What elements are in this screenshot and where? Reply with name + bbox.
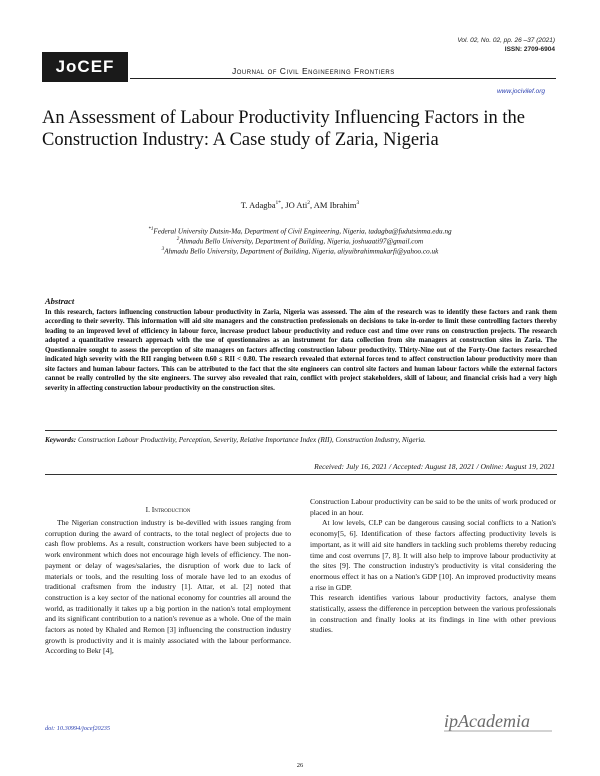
affil-3-text: Ahmadu Bello University, Department of Building, Nigeria, aliyuibrahimmakarfi@yahoo.co.uk [164, 247, 439, 256]
journal-logo [42, 52, 128, 82]
right-column [310, 497, 556, 636]
author-3-sup: 3 [356, 200, 360, 207]
keywords-label: Keywords: [45, 436, 77, 444]
right-paragraph-3: This research identifies various labour productivity factors, analyse them statistically, assess the difference in perception between the various professionals in construction and finally looks at its findings in line with other previous studies. [310, 593, 556, 635]
author-list [0, 200, 600, 210]
affil-1-text: Federal University Dutsin-Ma, Department of Civil Engineering, Nigeria, tadagba@fudutsinma.edu.ng [153, 227, 452, 236]
keywords-text: Construction Labour Productivity, Perception, Severity, Relative Importance Index (RII), Construction Industry, Nigeria. [77, 436, 426, 444]
rule-top [45, 430, 557, 431]
paper-title: An Assessment of Labour Productivity Influencing Factors in the Construction Industry: A Case study of Zaria, Nigeria [42, 108, 525, 150]
received-dates: Received: July 16, 2021 / Accepted: August 18, 2021 / Online: August 19, 2021 [314, 462, 555, 471]
issn: ISSN: 2709-6904 [504, 46, 555, 53]
affiliation-3 [0, 245, 600, 256]
abstract-heading: Abstract [45, 296, 75, 306]
left-paragraph-1: The Nigerian construction industry is be-devilled with issues ranging from corruption during the award of contracts, to the total neglect of projects due to cash flow problems. As a result, construction workers have been subjected to a work environment which does not encourage high levels of efficiency. The non-payment or delay of wages/salaries, the disruption of work due to lack of materials or tools, and the resulting loss of morale have led to an exodus of traditional craftsmen from the industry [1]. Attar, et al. [2] noted that construction is a key sector of the national economy for countries all around the world, as traditionally it takes up a big portion in the nation's total employment and its significant contribution to a nation's revenue as a whole. One of the main factors as noted by Khaled and Remon [3] influencing the construction industry growth is productivity and it is mainly associated with the labour performance. According to Bekr [4], [45, 518, 291, 656]
journal-meta [457, 36, 555, 54]
keywords [45, 436, 557, 446]
right-paragraph-2: At low levels, CLP can be dangerous causing social conflicts to a Nation's economy[5, 6]. Identification of these factors affecting productivity levels is important, as it will aid site handlers in tackling such problems thereby reducing time and cost overruns [7, 8]. It will also help to improve labour productivity at the sites [9]. The construction industry's productivity is vital considering the enormous effect it has on a Nation's GDP [10]. An improved productivity means a rise in GDP. [310, 518, 556, 592]
left-column [45, 518, 291, 657]
journal-name: Journal of Civil Engineering Frontiers [232, 66, 395, 76]
watermark-text: ipAcademia [444, 711, 530, 731]
affil-1-sup: *1 [148, 227, 154, 232]
affil-2-text: Ahmadu Bello University, Department of Building, Nigeria, joshuaati97@gmail.com [179, 237, 424, 246]
author-2-sup: 2 [307, 200, 310, 207]
affil-3-sup: 3 [161, 247, 165, 252]
author-3: , AM Ibrahim [309, 200, 357, 210]
page-number: 26 [296, 762, 304, 769]
volume-line: Vol. 02, No. 02, pp. 26 –37 (2021) [457, 37, 555, 44]
logo-text: JoCEF [55, 57, 115, 76]
ipacademia-watermark [440, 707, 560, 737]
affil-2-sup: 2 [176, 237, 180, 242]
rule-bottom [45, 474, 557, 475]
doi-link[interactable]: doi: 10.30994/jocef20235 [45, 725, 111, 732]
author-2: , JO Ati [281, 200, 308, 210]
abstract-text: In this research, factors influencing construction labour productivity in Zaria, Nigeria was assessed. The aim of the research was to identify these factors and rank them according to their severity. This information will aid site managers and the construction professionals on decisions to take in-order to limit these controlling factors thereby leading to an improved level of efficiency in labour force, increase product labour productivity and reduce cost and time over runs on construction projects. The research adopted a quantitative research approach with the use of questionnaires as an instrument for data collection from site managers at construction sites in Zaria. The Questionnaire sought to assess the perception of site managers on factors affecting construction labour productivity. Thirty-Nine out of the Forty-One factors researched indicated high severity with the RII ranging between 0.60 ≤ RII < 0.80. The research revealed that external forces tend to affect construction labour productivity more than site factors and human labour factors. This can be attributed to the fact that the site engineers can control site factors and human labour factors while the external factors cannot be really controlled by the site engineers. The survey also revealed that rain, conflict with project stakeholders, skill of labour, and financial crisis had a very high severity in affecting construction labour productivity on the construction sites. [45, 309, 557, 392]
journal-url[interactable]: www.jocivilef.org [496, 88, 545, 95]
section-heading: I. Introduction [145, 505, 191, 514]
author-1: T. Adagba [240, 200, 276, 210]
right-paragraph-1: Construction Labour productivity can be said to be the units of work produced or placed in an hour. [310, 497, 556, 517]
author-1-sup: 1* [275, 200, 282, 207]
